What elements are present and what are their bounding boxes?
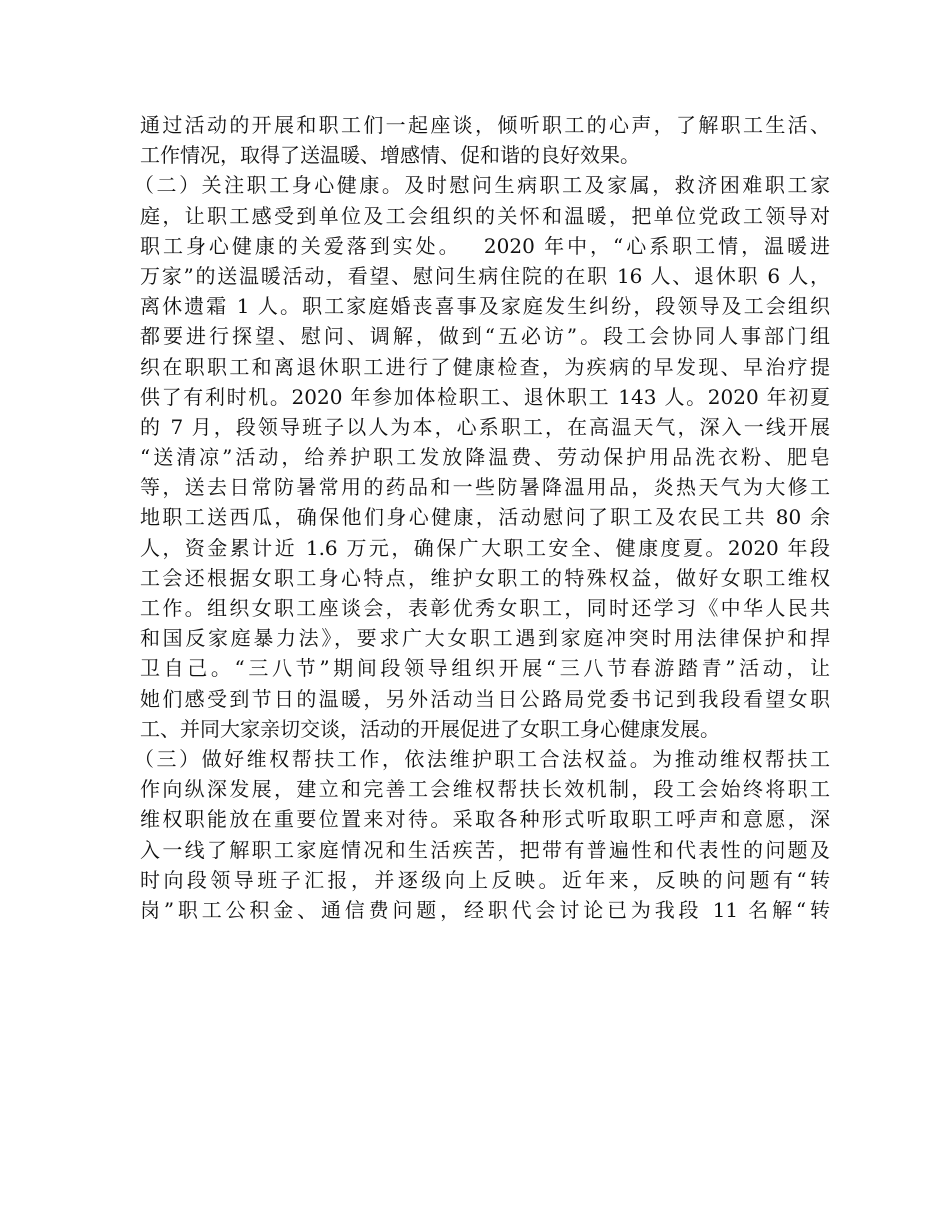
text-line: 职工身心健康的关爱落到实处。 2020 年中，“心系职工情，温暖进 (140, 233, 830, 258)
section-heading-line: （二）关注职工身心健康。及时慰问生病职工及家属，救济困难职工家 (134, 173, 830, 198)
text-line: 工作情况，取得了送温暖、增感情、促和谐的良好效果。 (140, 143, 640, 168)
section-heading-line: （三）做好维权帮扶工作，依法维护职工合法权益。为推动维权帮扶工 (134, 746, 830, 771)
text-line: 通过活动的开展和职工们一起座谈，倾听职工的心声，了解职工生活、 (140, 113, 830, 137)
paragraph-1 (140, 110, 830, 170)
text-line: 作向纵深发展，建立和完善工会维权帮扶长效机制，段工会始终将职工 (140, 777, 830, 802)
text-line: 离休遗霜 1 人。职工家庭婚丧喜事及家庭发生纠纷，段领导及工会组织 (140, 294, 830, 319)
paragraph-3 (134, 744, 830, 925)
text-line: 岗”职工公积金、通信费问题，经职代会讨论已为我段 11 名解“转 (140, 897, 830, 922)
text-line: 等，送去日常防暑常用的药品和一些防暑降温用品，炎热天气为大修工 (140, 475, 830, 500)
text-line: 地职工送西瓜，确保他们身心健康，活动慰问了职工及农民工共 80 余 (140, 505, 830, 530)
text-line: 人，资金累计近 1.6 万元，确保广大职工安全、健康度夏。2020 年段 (140, 535, 830, 560)
text-line: 卫自己。“三八节”期间段领导组织开展“三八节春游踏青”活动，让 (140, 656, 830, 681)
text-line: “送清凉”活动，给养护职工发放降温费、劳动保护用品洗衣粉、肥皂 (140, 445, 830, 470)
text-line: 她们感受到节日的温暖，另外活动当日公路局党委书记到我段看望女职 (140, 686, 830, 711)
text-line: 维权职能放在重要位置来对待。采取各种形式听取职工呼声和意愿，深 (140, 807, 830, 832)
text-line: 工作。组织女职工座谈会，表彰优秀女职工，同时还学习《中华人民共 (140, 596, 830, 620)
text-line: 万家”的送温暖活动，看望、慰问生病住院的在职 16 人、退休职 6 人， (140, 263, 830, 288)
text-line: 织在职职工和离退休职工进行了健康检查，为疾病的早发现、早治疗提 (140, 354, 830, 379)
text-line: 都要进行探望、慰问、调解，做到“五必访”。段工会协同人事部门组 (140, 324, 830, 349)
text-line: 供了有利时机。2020 年参加体检职工、退休职工 143 人。2020 年初夏 (140, 384, 830, 409)
text-line: 的 7 月，段领导班子以人为本，心系职工，在高温天气，深入一线开展 (140, 414, 830, 439)
text-line: 庭，让职工感受到单位及工会组织的关怀和温暖，把单位党政工领导对 (140, 203, 830, 228)
document-body (134, 110, 830, 925)
text-line: 时向段领导班子汇报，并逐级向上反映。近年来，反映的问题有“转 (140, 867, 830, 892)
paragraph-2 (134, 170, 830, 744)
text-line: 工会还根据女职工身心特点，维护女职工的特殊权益，做好女职工维权 (140, 565, 830, 590)
text-line: 和国反家庭暴力法》，要求广大女职工遇到家庭冲突时用法律保护和捍 (140, 626, 830, 651)
text-line: 入一线了解职工家庭情况和生活疾苦，把带有普遍性和代表性的问题及 (140, 837, 830, 862)
text-line: 工、并同大家亲切交谈，活动的开展促进了女职工身心健康发展。 (140, 716, 720, 741)
